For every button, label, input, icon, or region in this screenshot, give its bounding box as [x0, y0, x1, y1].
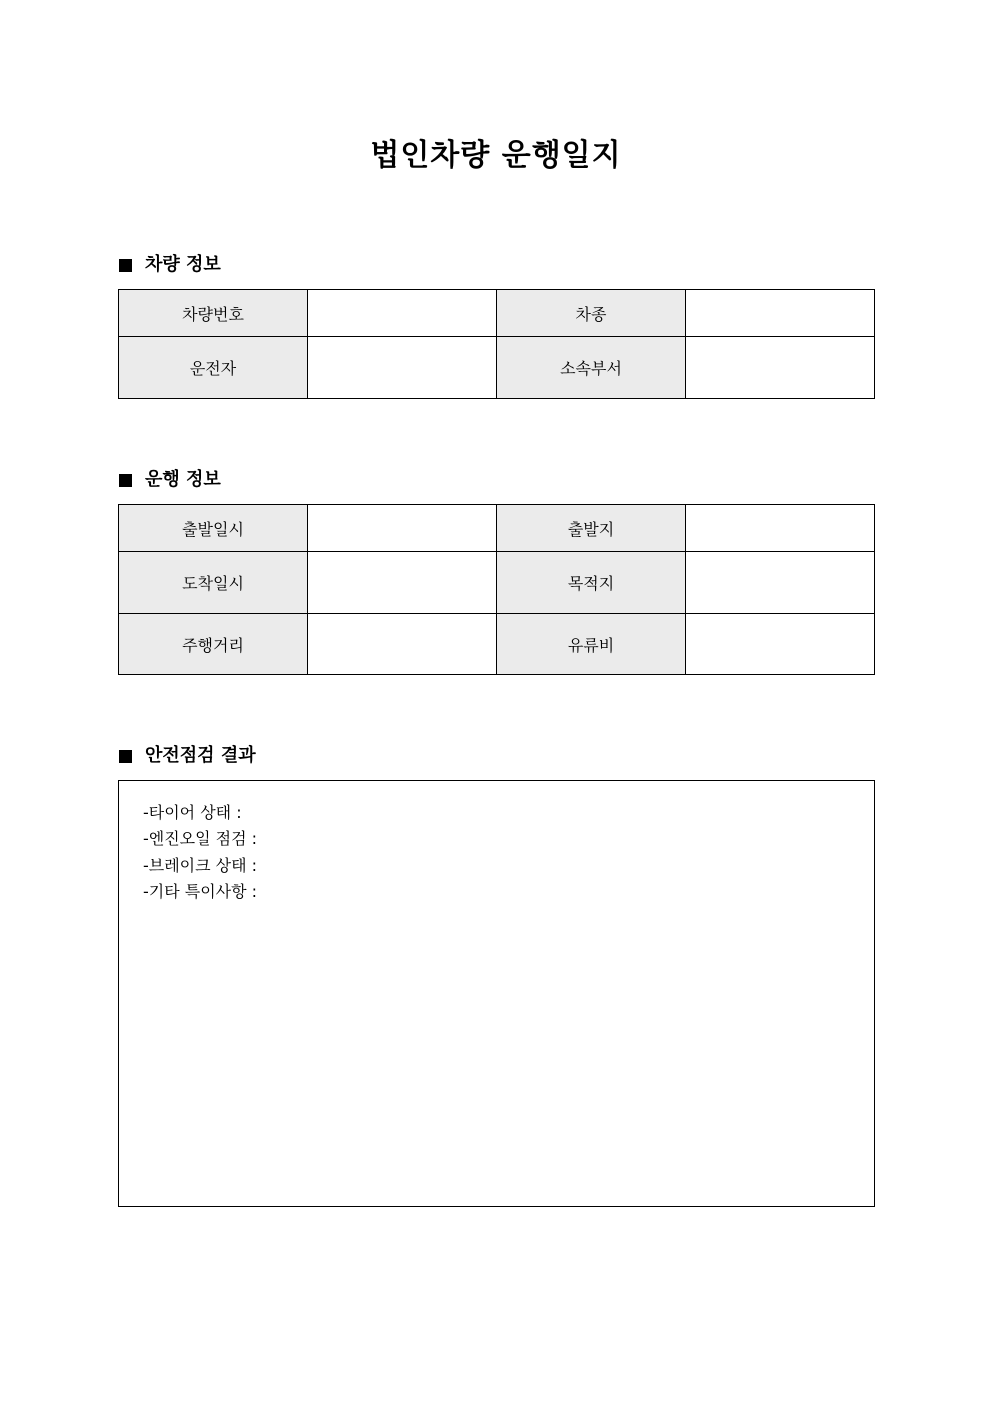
trip-info-heading-text: 운행 정보	[145, 469, 221, 490]
driver-label: 운전자	[119, 337, 308, 399]
document-title: 법인차량 운행일지	[370, 138, 622, 173]
departure-place-label: 출발지	[497, 505, 686, 552]
vehicle-type-field[interactable]	[686, 290, 875, 337]
destination-field[interactable]	[686, 552, 875, 614]
department-field[interactable]	[686, 337, 875, 399]
table-row	[119, 337, 875, 399]
brake-status-line: -브레이크 상태 :	[143, 856, 258, 875]
destination-label: 목적지	[497, 552, 686, 614]
safety-check-heading-text: 안전점검 결과	[145, 745, 256, 766]
table-row	[119, 505, 875, 552]
square-bullet-icon	[119, 750, 132, 763]
square-bullet-icon	[119, 259, 132, 272]
trip-info-heading	[119, 468, 221, 492]
fuel-cost-field[interactable]	[686, 614, 875, 675]
arrival-time-field[interactable]	[308, 552, 497, 614]
distance-field[interactable]	[308, 614, 497, 675]
safety-check-textarea[interactable]	[118, 780, 875, 1207]
vehicle-info-heading-text: 차량 정보	[145, 254, 221, 275]
vehicle-info-heading	[119, 253, 221, 277]
safety-check-heading	[119, 744, 256, 768]
departure-place-field[interactable]	[686, 505, 875, 552]
driver-field[interactable]	[308, 337, 497, 399]
departure-time-label: 출발일시	[119, 505, 308, 552]
vehicle-info-table	[118, 289, 875, 399]
departure-time-field[interactable]	[308, 505, 497, 552]
vehicle-number-field[interactable]	[308, 290, 497, 337]
arrival-time-label: 도착일시	[119, 552, 308, 614]
square-bullet-icon	[119, 474, 132, 487]
tire-status-line: -타이어 상태 :	[143, 803, 242, 822]
vehicle-type-label: 차종	[497, 290, 686, 337]
distance-label: 주행거리	[119, 614, 308, 675]
vehicle-number-label: 차량번호	[119, 290, 308, 337]
fuel-cost-label: 유류비	[497, 614, 686, 675]
other-notes-line: -기타 특이사항 :	[143, 882, 258, 901]
trip-info-table	[118, 504, 875, 675]
table-row	[119, 614, 875, 675]
table-row	[119, 290, 875, 337]
engine-oil-line: -엔진오일 점검 :	[143, 829, 258, 848]
department-label: 소속부서	[497, 337, 686, 399]
table-row	[119, 552, 875, 614]
